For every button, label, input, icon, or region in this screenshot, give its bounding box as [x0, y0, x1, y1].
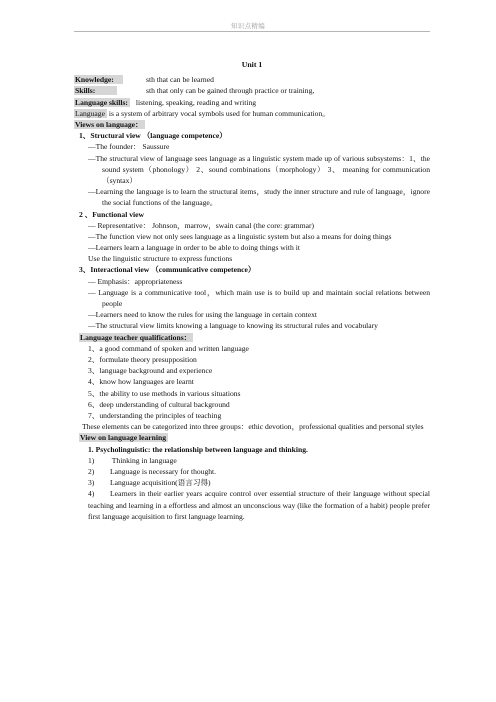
- term-language-skills: Language skills:: [75, 97, 128, 107]
- psycho-item-1: [74, 455, 430, 466]
- views-heading: Views on language：: [75, 119, 143, 129]
- definition-skills-text: sth that only can be gained through practice or training,: [146, 86, 315, 96]
- interactional-view-title: 3、Interactional view （communicative competence）: [79, 265, 256, 275]
- psycho-item-2-text: Language is necessary for thought.: [110, 466, 217, 476]
- functional-line-description: —The function view not only sees language as a linguistic system but also a means for doing things: [88, 231, 392, 241]
- teacher-item-7: 7、understanding the principles of teaching: [88, 410, 222, 420]
- functional-view-title: 2 、Functional view: [79, 209, 144, 219]
- teacher-item-6: 6、deep understanding of cultural background: [88, 399, 230, 409]
- views-heading-row: [74, 119, 430, 130]
- learning-heading-row: [74, 432, 430, 443]
- term-skills: Skills:: [74, 86, 117, 95]
- psycho-item-4: [74, 488, 430, 522]
- language-learning-heading: View on language learning: [80, 433, 166, 443]
- teacher-item-2: 2、formulate theory presupposition: [88, 355, 197, 365]
- teacher-item-3: 3、language background and experience: [88, 366, 213, 376]
- interactional-line-rules: —Learners need to know the rules for using the language in certain context: [88, 310, 317, 320]
- teacher-item-4: 4、know how languages are learnt: [88, 377, 194, 387]
- definition-language: [74, 108, 430, 119]
- definition-language-text: is a system of arbitrary vocal symbols used for human communication。: [106, 108, 330, 118]
- teacher-item-1: 1、a good command of spoken and written language: [88, 343, 249, 353]
- teacher-summary: These elements can be categorized into three groups：ethic devotion，professional qualities and personal styles: [82, 422, 424, 432]
- definition-skills: [74, 85, 430, 96]
- interactional-line-emphasis: — Emphasis：appropriateness: [88, 276, 183, 286]
- term-knowledge: Knowledge:: [74, 75, 123, 84]
- psycho-item-4-text: Learners in their earlier years acquire control over essential structure of their language without special teaching and learning in a effortless and almost an unconscious way (like the formation of a habit) people prefer first language acquisition to first language learning.: [88, 489, 430, 521]
- structural-view-title: 1、Structural view （language competence）: [79, 131, 227, 141]
- header-divider: [74, 31, 430, 32]
- term-language: Language: [75, 108, 105, 118]
- psycho-item-3-text: Language acquisition(语言习得): [110, 478, 211, 488]
- psycho-item-3-number: 3): [88, 478, 95, 488]
- definition-knowledge: [74, 74, 430, 85]
- functional-line-representative: — Representative： Johnson，marrow，swain canal (the core: grammar): [88, 220, 315, 230]
- structural-line-founder: —The founder： Saussure: [88, 142, 170, 152]
- psycho-item-2: [74, 466, 430, 477]
- interactional-line-description: — Language is a communicative tool，which main use is to build up and maintain social relations between people: [88, 287, 430, 309]
- psycholinguistic-title: 1. Psycholinguistic: the relationship between language and thinking.: [88, 444, 308, 454]
- functional-line-learners: —Learners learn a language in order to be able to doing things with it: [88, 243, 300, 253]
- document-body: [74, 59, 430, 522]
- definition-language-skills-text: listening, speaking, reading and writing: [135, 97, 257, 107]
- teacher-item-5: 5、the ability to use methods in various situations: [88, 388, 241, 398]
- structural-line-learning: —Learning the language is to learn the structural items，study the inner structure and rule of language，ignore the social functions of the language。: [88, 187, 430, 208]
- definition-knowledge-text: sth that can be learned: [146, 75, 214, 85]
- functional-line-use: Use the linguistic structure to express functions: [88, 254, 233, 264]
- definition-language-skills: [74, 97, 430, 108]
- psycho-item-3: [74, 477, 430, 488]
- psycho-item-1-text: Thinking in language: [110, 455, 177, 465]
- psycho-item-1-number: 1): [88, 455, 95, 465]
- interactional-line-structural: —The structural view limits knowing a language to knowing its structural rules and vocabulary: [88, 321, 378, 331]
- teacher-heading-row: [74, 332, 430, 343]
- teacher-qualifications-heading: Language teacher qualifications：: [80, 332, 192, 342]
- page-header-watermark: 知识点精编: [231, 23, 265, 30]
- psycho-item-4-number: 4): [88, 489, 95, 499]
- unit-title: Unit 1: [241, 60, 263, 69]
- psycho-item-2-number: 2): [88, 466, 95, 476]
- structural-line-description: —The structural view of language sees language as a linguistic system made up of various subsystems：1、the sound system（phonology） 2、sound combinations（morphology） 3、 meaning for communication（syntax）: [88, 153, 430, 185]
